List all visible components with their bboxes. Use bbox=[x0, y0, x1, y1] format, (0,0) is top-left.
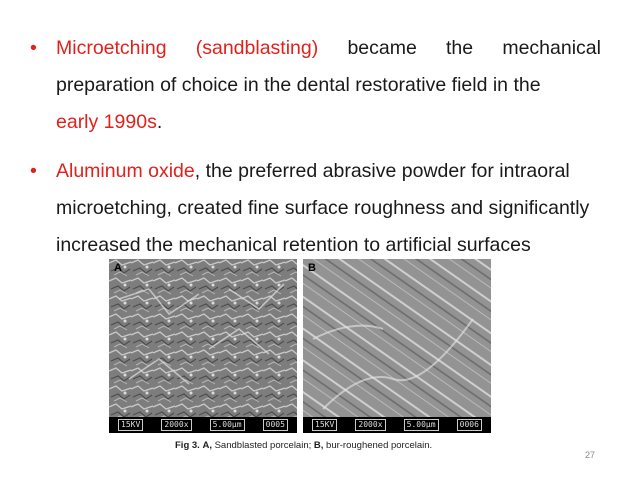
sem-texture-rough bbox=[109, 259, 297, 433]
sem-scalebar bbox=[109, 417, 297, 433]
word: became bbox=[347, 37, 417, 59]
sem-image-sandblasted bbox=[109, 259, 297, 433]
caption-a-label: A, bbox=[202, 440, 212, 451]
word: mechanical bbox=[502, 37, 601, 59]
caption-a-text: Sandblasted porcelain; bbox=[211, 440, 314, 451]
panel-letter-b: B bbox=[308, 262, 316, 274]
bullet-line bbox=[30, 153, 600, 190]
bullet-dot: • bbox=[30, 37, 37, 59]
figure-caption bbox=[175, 440, 432, 451]
caption-b-text: bur-roughened porcelain. bbox=[323, 440, 433, 451]
panel-letter-a: A bbox=[114, 262, 122, 274]
sem-kv: 15KV bbox=[312, 419, 337, 431]
sem-scale: 5.00µm bbox=[210, 419, 245, 431]
bullet-line bbox=[30, 104, 600, 141]
caption-fig-label: Fig 3. bbox=[175, 440, 200, 451]
sem-figure bbox=[109, 259, 493, 459]
term-aluminum-oxide: Aluminum oxide bbox=[56, 160, 195, 182]
bullet-line: increased the mechanical retention to artificial surfaces bbox=[56, 234, 531, 256]
bullet-line bbox=[30, 30, 600, 67]
bullet-text: , the preferred abrasive powder for intraoral bbox=[194, 160, 570, 182]
term-microetching: Microetching bbox=[56, 37, 167, 59]
bullet-microetching bbox=[30, 30, 600, 141]
justified-line bbox=[30, 30, 601, 67]
sem-scalebar bbox=[303, 417, 491, 433]
bullet-dot: • bbox=[30, 160, 37, 182]
bullet-line: microetching, created fine surface roughness and significantly bbox=[56, 197, 590, 219]
bullet-aluminum-oxide bbox=[30, 153, 600, 264]
sem-magnification: 2000x bbox=[355, 419, 385, 431]
term-sandblasting: (sandblasting) bbox=[195, 37, 319, 59]
sem-kv: 15KV bbox=[118, 419, 143, 431]
sem-image-bur-roughened bbox=[303, 259, 491, 433]
sem-scale: 5.00µm bbox=[404, 419, 439, 431]
sem-magnification: 2000x bbox=[161, 419, 191, 431]
sem-image-id: 0006 bbox=[457, 419, 482, 431]
sem-image-id: 0005 bbox=[263, 419, 288, 431]
word: the bbox=[446, 37, 474, 59]
bullet-line: preparation of choice in the dental restorative field in the bbox=[56, 74, 541, 96]
bullet-text: . bbox=[156, 111, 163, 133]
term-early-1990s: early 1990s bbox=[56, 111, 157, 133]
page-number: 27 bbox=[585, 450, 596, 460]
sem-texture-grooved bbox=[303, 259, 491, 433]
caption-b-label: B, bbox=[313, 440, 324, 451]
